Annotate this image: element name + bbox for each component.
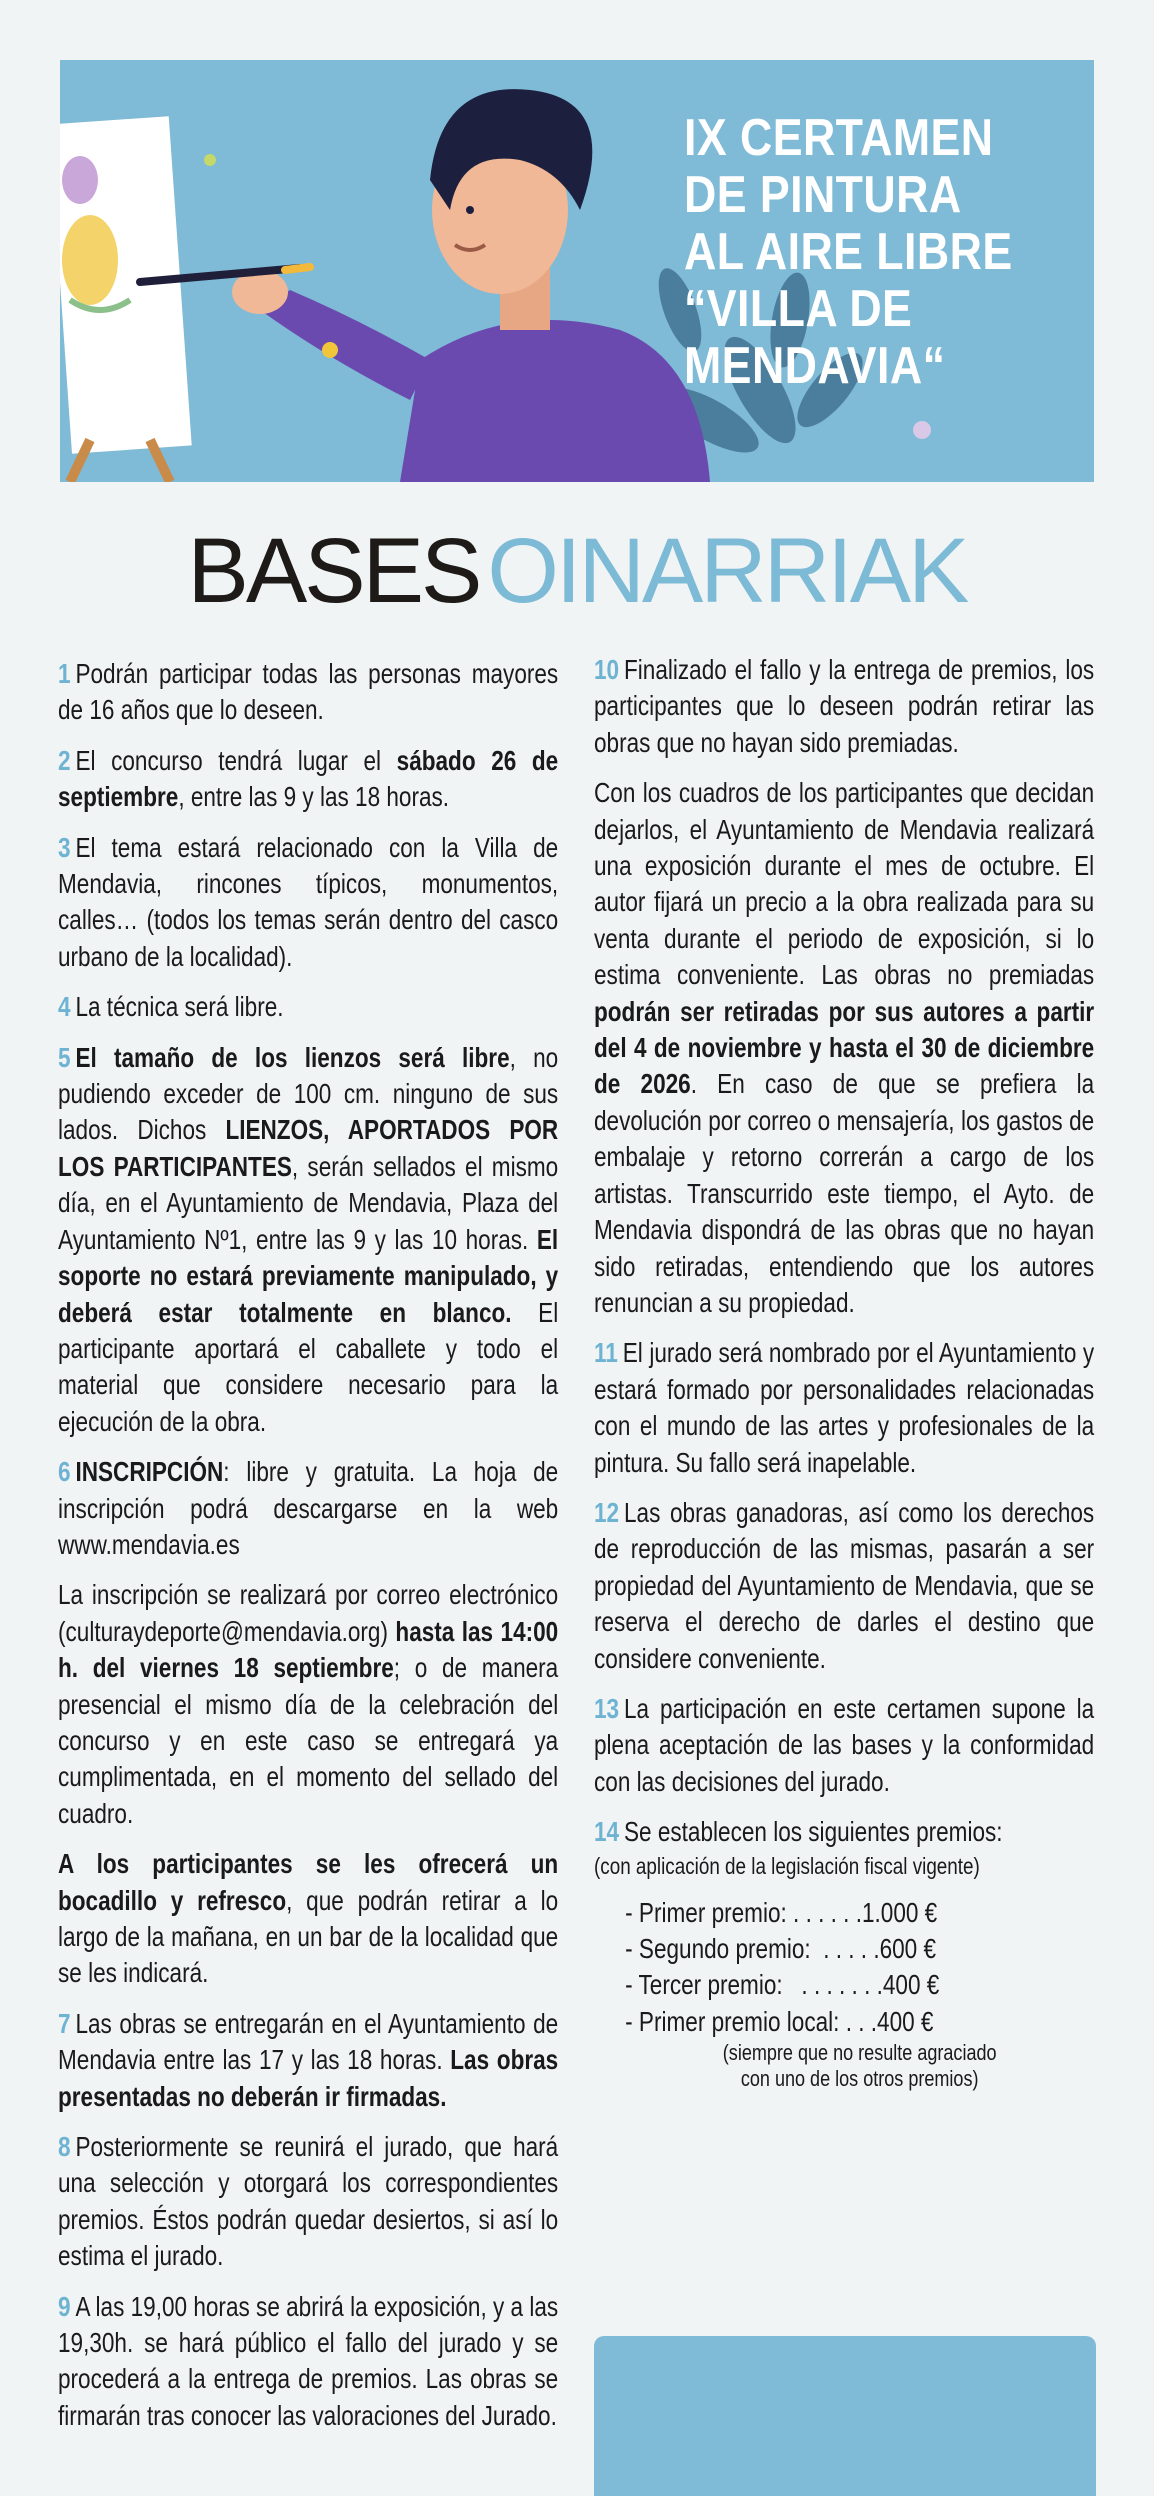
rule-13 bbox=[594, 1691, 1094, 1800]
rule-text: , no pudiendo exceder de 100 cm. ninguno de sus lados. Dichos bbox=[58, 1041, 559, 1146]
rule-5 bbox=[58, 1040, 558, 1440]
rule-text: Podrán participar todas las personas mayores de 16 años que lo deseen. bbox=[58, 658, 559, 726]
rule-number: 1 bbox=[58, 658, 71, 689]
rule-text: La participación en este certamen supone la plena aceptación de las bases y la conformidad con las decisiones del jurado. bbox=[594, 1692, 1095, 1797]
prize-list bbox=[625, 1895, 1094, 2093]
rule-9 bbox=[58, 2289, 558, 2435]
prize-row bbox=[625, 2004, 1094, 2040]
decorative-blue-box bbox=[594, 2336, 1096, 2496]
rule-number: 9 bbox=[58, 2290, 71, 2322]
title-line-3: AL AIRE LIBRE bbox=[684, 223, 1013, 281]
fiscal-note: (con aplicación de la legislación fiscal vigente) bbox=[594, 1852, 980, 1879]
rule-number: 7 bbox=[58, 2007, 71, 2039]
rule-number: 11 bbox=[594, 1337, 618, 1369]
header-banner bbox=[60, 60, 1094, 482]
rule-text: , que podrán retirar a lo largo de la mañana, en un bar de la localidad que se les indicará. bbox=[58, 1884, 559, 1989]
rule-bold: Las obras presentadas no deberán ir firmadas. bbox=[58, 2044, 559, 2112]
prize-row bbox=[625, 1967, 1094, 2003]
rule-text: El participante aportará el caballete y todo el material que considere necesario para la ejecución de la obra. bbox=[58, 1296, 559, 1437]
prize-label: - Primer premio local: . . . bbox=[625, 2005, 878, 2037]
rule-text: Las obras ganadoras, así como los derechos de reproducción de las mismas, pasarán a ser propiedad del Ayuntamiento de Mendavia, que se reserva el derecho de darles el destino que considere conveniente. bbox=[594, 1496, 1095, 1674]
rule-bold: podrán ser retiradas por sus autores a partir del 4 de noviembre y hasta el 30 de diciembre de 2026 bbox=[594, 995, 1095, 1100]
rule-text: , entre las 9 y las 18 horas. bbox=[178, 781, 450, 813]
prize-amount: 400 € bbox=[877, 2005, 934, 2037]
rule-14 bbox=[594, 1814, 1094, 1880]
heading-bases: BASES bbox=[187, 520, 480, 622]
prize-note-line: (siempre que no resulte agraciado bbox=[722, 2040, 997, 2066]
rule-text: Las obras se entregarán en el Ayuntamiento de Mendavia entre las 17 y las 18 horas. bbox=[58, 2007, 559, 2076]
rule-text: , serán sellados el mismo día, en el Ayuntamiento de Mendavia, Plaza del Ayuntamiento Nº1, entre las 9 y las 10 horas. bbox=[58, 1150, 559, 1255]
prize-row bbox=[625, 1931, 1094, 1967]
rule-6-registration bbox=[58, 1577, 558, 1832]
rule-6 bbox=[58, 1454, 558, 1563]
rule-date: sábado 26 de septiembre bbox=[58, 744, 559, 813]
rule-number: 6 bbox=[58, 1456, 71, 1488]
event-title bbox=[684, 110, 1028, 395]
prize-amount: 1.000 € bbox=[861, 1896, 938, 1928]
rule-text: El concurso tendrá lugar el bbox=[75, 744, 397, 776]
rule-text: Se establecen los siguientes premios: bbox=[624, 1816, 1003, 1848]
rule-3 bbox=[58, 830, 558, 976]
easel bbox=[60, 116, 192, 482]
rule-text: . En caso de que se prefiera la devolución por correo o mensajería, los gastos de embalaje y retorno correrán a cargo de los artistas. Transcurrido este tiempo, el Ayto. de Mendavia dispondrá de las obras que no hayan sido retiradas, entendiendo que los autores renuncian a su propiedad. bbox=[594, 1068, 1095, 1318]
prize-label: - Primer premio: . . . . . . bbox=[625, 1896, 862, 1928]
rule-text: El jurado será nombrado por el Ayuntamiento y estará formado por personalidades relacionadas con el mundo de las artes y profesionales de la pintura. Su fallo será inapelable. bbox=[594, 1337, 1095, 1478]
prize-label: - Segundo premio: . . . . . bbox=[625, 1933, 880, 1964]
rule-12 bbox=[594, 1495, 1094, 1677]
rule-11 bbox=[594, 1335, 1094, 1481]
rule-number: 5 bbox=[58, 1041, 71, 1073]
rule-text: ; o de manera presencial el mismo día de la celebración del concurso y en este caso se entregará ya cumplimentada, en el momento del sellado del cuadro. bbox=[58, 1652, 559, 1829]
rule-number: 14 bbox=[594, 1816, 620, 1848]
rule-text: Con los cuadros de los participantes que decidan dejarlos, el Ayuntamiento de Mendavia realizará una exposición durante el mes de octubre. El autor fijará un precio a la obra realizada para su venta durante el periodo de exposición, si lo estima conveniente. Las obras no premiadas bbox=[594, 777, 1095, 991]
right-column bbox=[594, 652, 1094, 2092]
page-heading bbox=[0, 516, 1154, 626]
title-line-4: “VILLA DE bbox=[684, 280, 913, 338]
rule-text: La técnica será libre. bbox=[75, 991, 284, 1023]
left-column bbox=[58, 656, 558, 2448]
rule-text: Posteriormente se reunirá el jurado, que hará una selección y otorgará los correspondientes premios. Éstos podrán quedar desiertos, si así lo estima el jurado. bbox=[58, 2131, 559, 2272]
rule-number: 13 bbox=[594, 1692, 620, 1724]
heading-oinarriak: OINARRIAK bbox=[487, 520, 967, 622]
rule-1 bbox=[58, 656, 558, 729]
rule-7 bbox=[58, 2006, 558, 2115]
rule-text: : libre y gratuita. La hoja de inscripción podrá descargarse en la web www.mendavia.es bbox=[58, 1456, 559, 1560]
rule-number: 8 bbox=[58, 2131, 71, 2163]
prize-note bbox=[625, 2040, 1094, 2092]
rule-2 bbox=[58, 743, 558, 816]
rule-text: Finalizado el fallo y la entrega de premios, los participantes que lo deseen podrán retirar las obras que no hayan sido premiadas. bbox=[594, 654, 1095, 758]
rule-bold: El tamaño de los lienzos será libre bbox=[75, 1041, 510, 1073]
prize-amount: 600 € bbox=[879, 1933, 937, 1964]
rule-10-exhibition bbox=[594, 775, 1094, 1321]
prize-label: - Tercer premio: . . . . . . . bbox=[625, 1969, 883, 2001]
rule-text: La inscripción se realizará por correo electrónico (culturaydeporte@mendavia.org) bbox=[58, 1579, 559, 1647]
title-line-2: DE PINTURA bbox=[684, 166, 962, 224]
rule-number: 2 bbox=[58, 744, 71, 776]
rule-number: 10 bbox=[594, 654, 620, 685]
rule-bold: A los participantes se les ofrecerá un bocadillo y refresco bbox=[58, 1848, 559, 1916]
rule-bold: El soporte no estará previamente manipulado, y deberá estar totalmente en blanco. bbox=[58, 1223, 559, 1328]
rule-10 bbox=[594, 652, 1094, 761]
rule-8 bbox=[58, 2129, 558, 2275]
rule-number: 4 bbox=[58, 991, 71, 1023]
rule-number: 3 bbox=[58, 831, 71, 863]
prize-row bbox=[625, 1895, 1094, 1931]
prize-note-line: con uno de los otros premios) bbox=[740, 2066, 979, 2092]
title-line-1: IX CERTAMEN bbox=[684, 109, 994, 167]
rule-text: El tema estará relacionado con la Villa de Mendavia, rincones típicos, monumentos, calles… (todos los temas serán dentro del casco urbano de la localidad). bbox=[58, 831, 559, 972]
prize-amount: 400 € bbox=[882, 1969, 940, 2001]
rule-number: 12 bbox=[594, 1496, 620, 1528]
rule-bold: LIENZOS, APORTADOS POR LOS PARTICIPANTES bbox=[58, 1114, 559, 1182]
rule-bold: INSCRIPCIÓN bbox=[75, 1456, 224, 1488]
rule-text: A las 19,00 horas se abrirá la exposición, y a las 19,30h. se hará público el fallo del jurado y se procederá a la entrega de premios. Las obras se firmarán tras conocer las valoraciones del Jurado. bbox=[58, 2290, 559, 2431]
rule-6-snack bbox=[58, 1846, 558, 1992]
rule-bold: hasta las 14:00 h. del viernes 18 septiembre bbox=[58, 1615, 559, 1684]
title-line-5: MENDAVIA“ bbox=[684, 337, 946, 395]
rule-4 bbox=[58, 989, 558, 1025]
